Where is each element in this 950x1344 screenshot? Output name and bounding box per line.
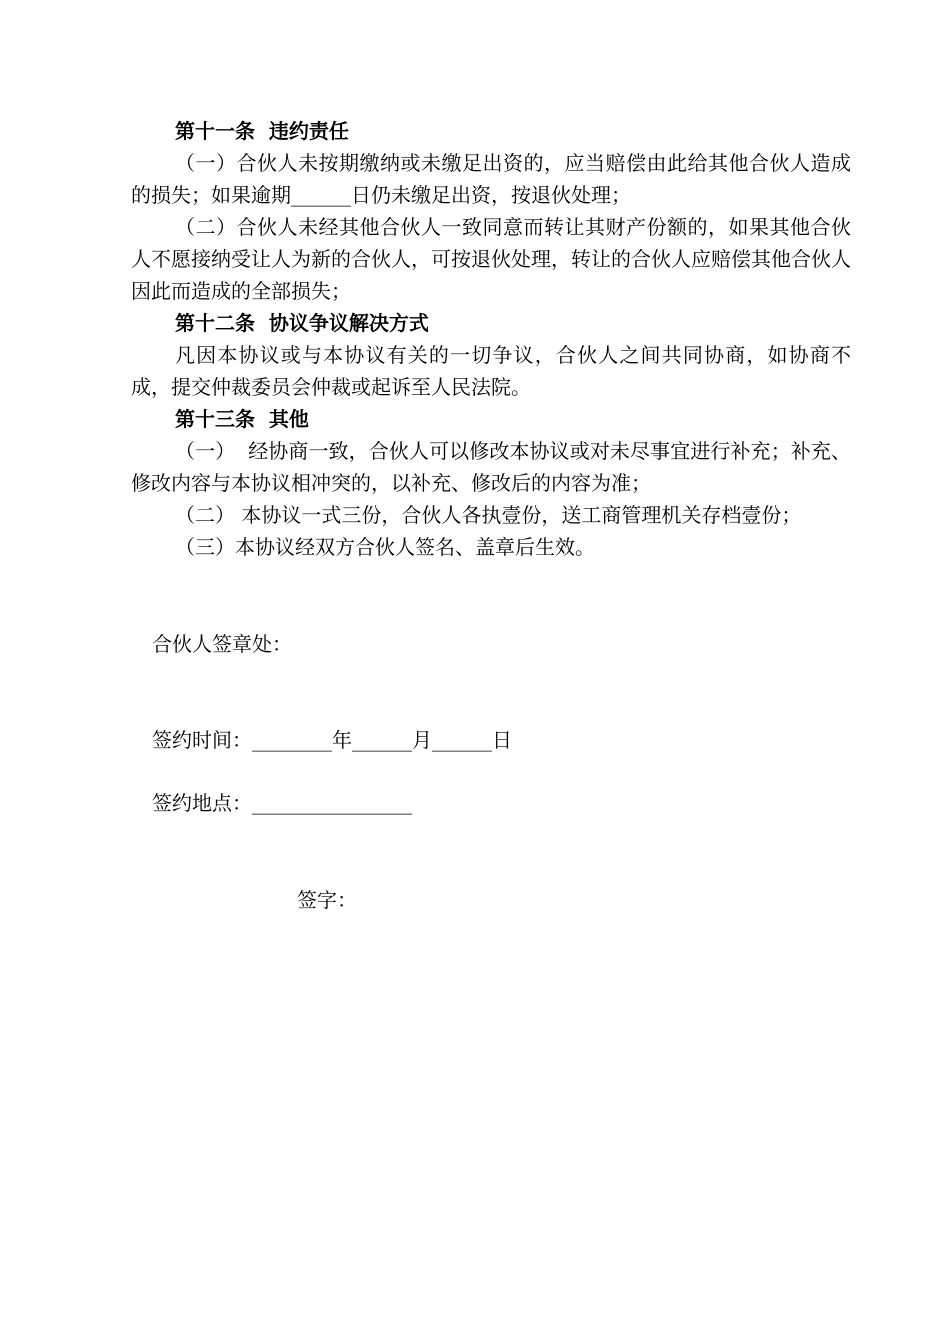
article-13-item-1: （一） 经协商一致，合伙人可以修改本协议或对未尽事宜进行补充；补充、修改内容与本协议相冲突的，以补充、修改后的内容为准； (131, 439, 851, 495)
signature-name-line: 签字： (297, 888, 357, 912)
article-13-item-2: （二） 本协议一式三份，合伙人各执壹份，送工商管理机关存档壹份； (175, 503, 802, 527)
article-11-heading: 第十一条 违约责任 (175, 119, 349, 143)
signing-date-line: 签约时间：________年______月______日 (152, 728, 512, 752)
article-13-heading: 第十三条 其他 (175, 407, 309, 431)
article-13-item-3: （三）本协议经双方合伙人签名、盖章后生效。 (175, 535, 595, 559)
article-11-item-2: （二）合伙人未经其他合伙人一致同意而转让其财产份额的，如果其他合伙人不愿接纳受让人为新的合伙人，可按退伙处理，转让的合伙人应赔偿其他合伙人因此而造成的全部损失； (131, 215, 851, 303)
article-12-heading: 第十二条 协议争议解决方式 (175, 311, 429, 335)
signature-label: 合伙人签章处： (152, 632, 292, 656)
signing-place-line: 签约地点：________________ (152, 791, 412, 815)
article-12-body: 凡因本协议或与本协议有关的一切争议，合伙人之间共同协商，如协商不成，提交仲裁委员会仲裁或起诉至人民法院。 (131, 343, 851, 399)
article-11-item-1: （一）合伙人未按期缴纳或未缴足出资的，应当赔偿由此给其他合伙人造成的损失；如果逾期______日仍未缴足出资，按退伙处理； (131, 151, 851, 207)
agreement-body (131, 115, 851, 563)
